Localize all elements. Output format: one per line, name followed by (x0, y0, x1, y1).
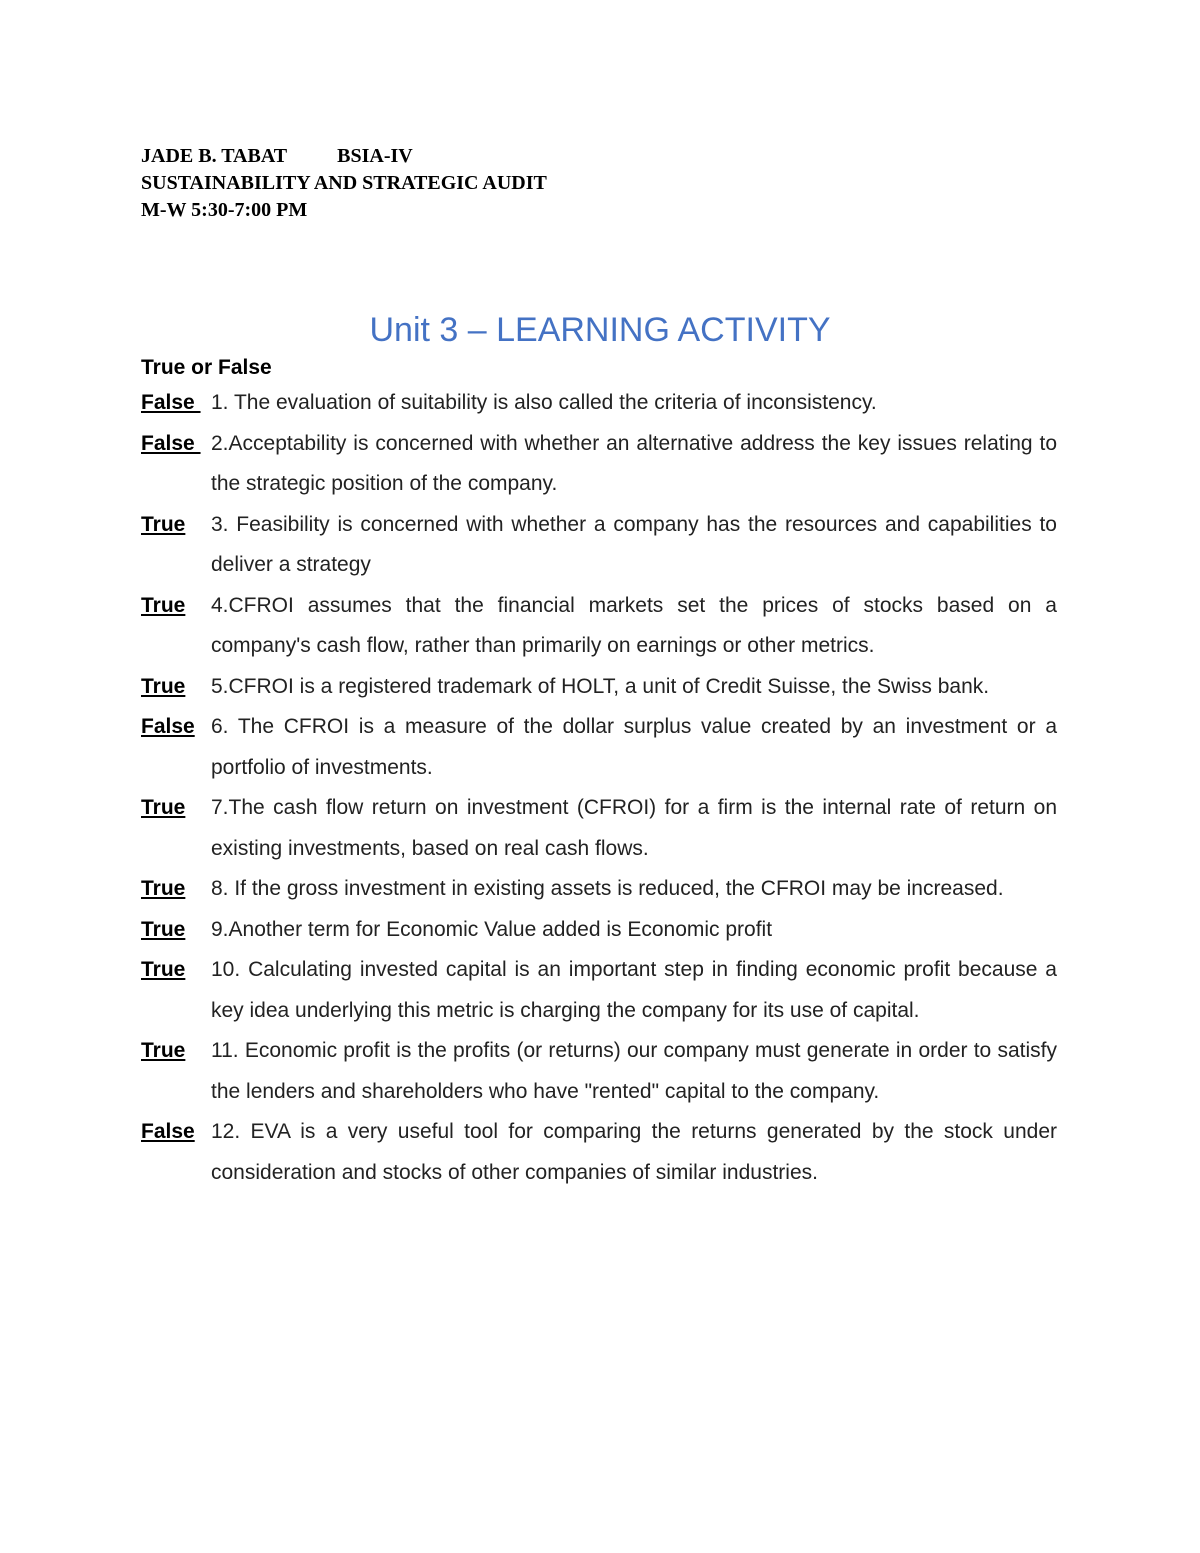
answer-label: True (141, 877, 186, 900)
page-title: Unit 3 – LEARNING ACTIVITY (369, 311, 831, 349)
question-item (141, 869, 1057, 910)
student-section: BSIA-IV (337, 145, 413, 167)
course-title: SUSTAINABILITY AND STRATEGIC AUDIT (141, 172, 547, 194)
answer-label: False (141, 391, 201, 414)
answer-label: True (141, 593, 186, 617)
question-text: 8. If the gross investment in existing assets is reduced, the CFROI may be increased. (211, 877, 1004, 900)
question-text: 3. Feasibility is concerned with whether a company has the resources and capabilities to deliver a strategy (211, 512, 1057, 576)
answer-label: False (141, 431, 201, 455)
question-text: 11. Economic profit is the profits (or returns) our company must generate in order to satisfy the lenders and shareholders who have "rented" capital to the company. (211, 1039, 1057, 1103)
answer-label: True (141, 958, 186, 981)
section-label: True or False (141, 356, 272, 379)
question-text: 9.Another term for Economic Value added is Economic profit (211, 917, 773, 941)
answer-label: True (141, 512, 186, 536)
question-item (141, 950, 1057, 1031)
answer-label: False (141, 715, 195, 738)
question-text: 10. Calculating invested capital is an important step in finding economic profit because a key idea underlying this metric is charging the company for its use of capital. (211, 958, 1057, 1022)
answer-label: False (141, 1120, 195, 1143)
question-text: 4.CFROI assumes that the financial markets set the prices of stocks based on a company's cash flow, rather than primarily on earnings or other metrics. (211, 593, 1057, 657)
answer-label: True (141, 674, 186, 698)
question-text: 5.CFROI is a registered trademark of HOLT, a unit of Credit Suisse, the Swiss bank. (211, 674, 990, 698)
name-line (141, 143, 547, 170)
answer-label: True (141, 796, 186, 819)
question-text: 2.Acceptability is concerned with whether an alternative address the key issues relating to the strategic position of the company. (211, 431, 1057, 495)
answer-label: True (141, 1039, 186, 1062)
question-text: 1. The evaluation of suitability is also called the criteria of inconsistency. (211, 391, 877, 414)
question-item (141, 424, 1057, 505)
question-item (141, 1031, 1057, 1112)
student-name: JADE B. TABAT (141, 145, 288, 167)
question-text: 7.The cash flow return on investment (CFROI) for a firm is the internal rate of return on existing investments, based on real cash flows. (211, 796, 1057, 860)
question-text: 6. The CFROI is a measure of the dollar surplus value created by an investment or a portfolio of investments. (211, 715, 1057, 779)
question-item (141, 383, 1057, 424)
student-header (141, 143, 547, 224)
question-text: 12. EVA is a very useful tool for comparing the returns generated by the stock under consideration and stocks of other companies of similar industries. (211, 1120, 1057, 1184)
question-item (141, 707, 1057, 788)
question-item (141, 505, 1057, 586)
question-list (141, 383, 1057, 1193)
question-item (141, 788, 1057, 869)
question-item (141, 910, 1057, 951)
question-item (141, 1112, 1057, 1193)
answer-label: True (141, 917, 186, 941)
question-item (141, 586, 1057, 667)
class-schedule: M-W 5:30-7:00 PM (141, 199, 308, 221)
question-item (141, 667, 1057, 708)
